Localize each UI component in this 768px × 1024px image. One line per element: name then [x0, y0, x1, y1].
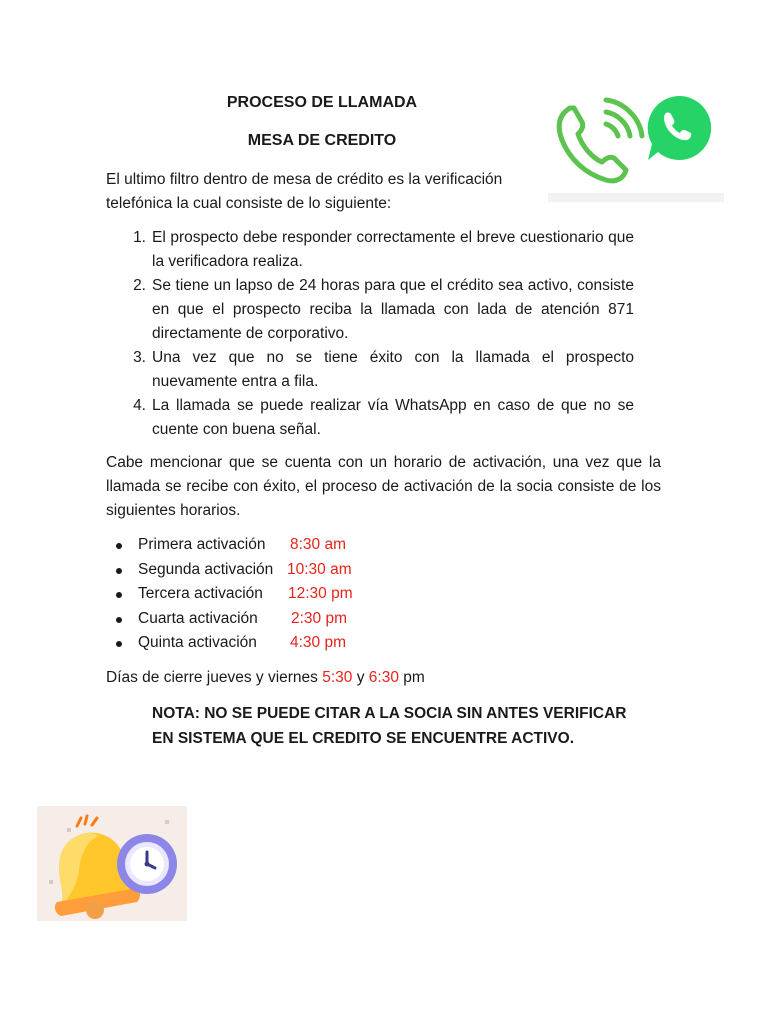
- schedule-row: [116, 558, 416, 583]
- bell-clock-image: [37, 806, 187, 921]
- schedule-list: [116, 533, 416, 657]
- bell-clock-icon: [37, 806, 187, 921]
- schedule-row: [116, 607, 416, 632]
- list-item-text: Se tiene un lapso de 24 horas para que el crédito sea activo, consiste en que el prospecto reciba la llamada con lada de atención 871 directamente de corporativo.: [152, 277, 634, 342]
- whatsapp-icon: [648, 96, 711, 160]
- note-warning: NOTA: NO SE PUEDE CITAR A LA SOCIA SIN ANTES VERIFICAR EN SISTEMA QUE EL CREDITO SE ENCUENTRE ACTIVO.: [152, 705, 627, 747]
- schedule-label: Quinta activación: [138, 634, 257, 651]
- schedule-intro-paragraph: Cabe mencionar que se cuenta con un horario de activación, una vez que la llamada se recibe con éxito, el proceso de activación de la socia consiste de los siguientes horarios.: [106, 454, 661, 519]
- document-subtitle: MESA DE CREDITO: [247, 132, 397, 149]
- schedule-label: Cuarta activación: [138, 609, 258, 627]
- list-item-text: La llamada se puede realizar vía WhatsApp en caso de que no se cuente con buena señal.: [152, 397, 634, 438]
- closing-days-line: [106, 666, 506, 690]
- schedule-time: 8:30 am: [290, 536, 347, 553]
- schedule-row: [116, 631, 416, 656]
- closing-prefix: Días de cierre jueves y viernes: [106, 669, 323, 686]
- schedule-label: Tercera activación: [138, 585, 263, 602]
- schedule-time: 4:30 pm: [290, 634, 347, 651]
- schedule-time: 2:30 pm: [291, 609, 348, 627]
- bullet-icon: [116, 617, 122, 623]
- list-item-number: 2.: [133, 277, 146, 294]
- bullet-icon: [116, 568, 122, 574]
- schedule-time: 12:30 pm: [288, 585, 353, 602]
- phone-whatsapp-image: [548, 84, 724, 202]
- bullet-icon: [116, 641, 122, 647]
- bullet-icon: [116, 592, 122, 598]
- closing-mid: y: [352, 669, 369, 686]
- closing-time-2: 6:30: [368, 669, 399, 686]
- list-item-text: El prospecto debe responder correctamente el breve cuestionario que la verificadora realiza.: [152, 229, 634, 270]
- steps-list: [106, 226, 666, 442]
- bullet-icon: [116, 543, 122, 549]
- list-item: [126, 226, 666, 274]
- phone-ringing-icon: [559, 100, 642, 181]
- schedule-row: [116, 533, 416, 558]
- list-item-number: 3.: [133, 349, 146, 366]
- list-item: [126, 274, 666, 346]
- schedule-time: 10:30 am: [287, 560, 352, 578]
- list-item: [126, 394, 666, 442]
- list-item-number: 1.: [133, 229, 146, 246]
- list-item-text: Una vez que no se tiene éxito con la llamada el prospecto nuevamente entra a fila.: [152, 349, 634, 390]
- schedule-label: Segunda activación: [138, 560, 274, 578]
- closing-suffix: pm: [398, 669, 425, 686]
- closing-time-1: 5:30: [322, 669, 353, 686]
- schedule-label: Primera activación: [138, 536, 266, 553]
- schedule-row: [116, 582, 416, 607]
- document-title: PROCESO DE LLAMADA: [226, 94, 418, 111]
- list-item-number: 4.: [133, 397, 146, 414]
- list-item: [126, 346, 666, 394]
- intro-paragraph: El ultimo filtro dentro de mesa de crédito es la verificación telefónica la cual consiste de lo siguiente:: [106, 171, 503, 212]
